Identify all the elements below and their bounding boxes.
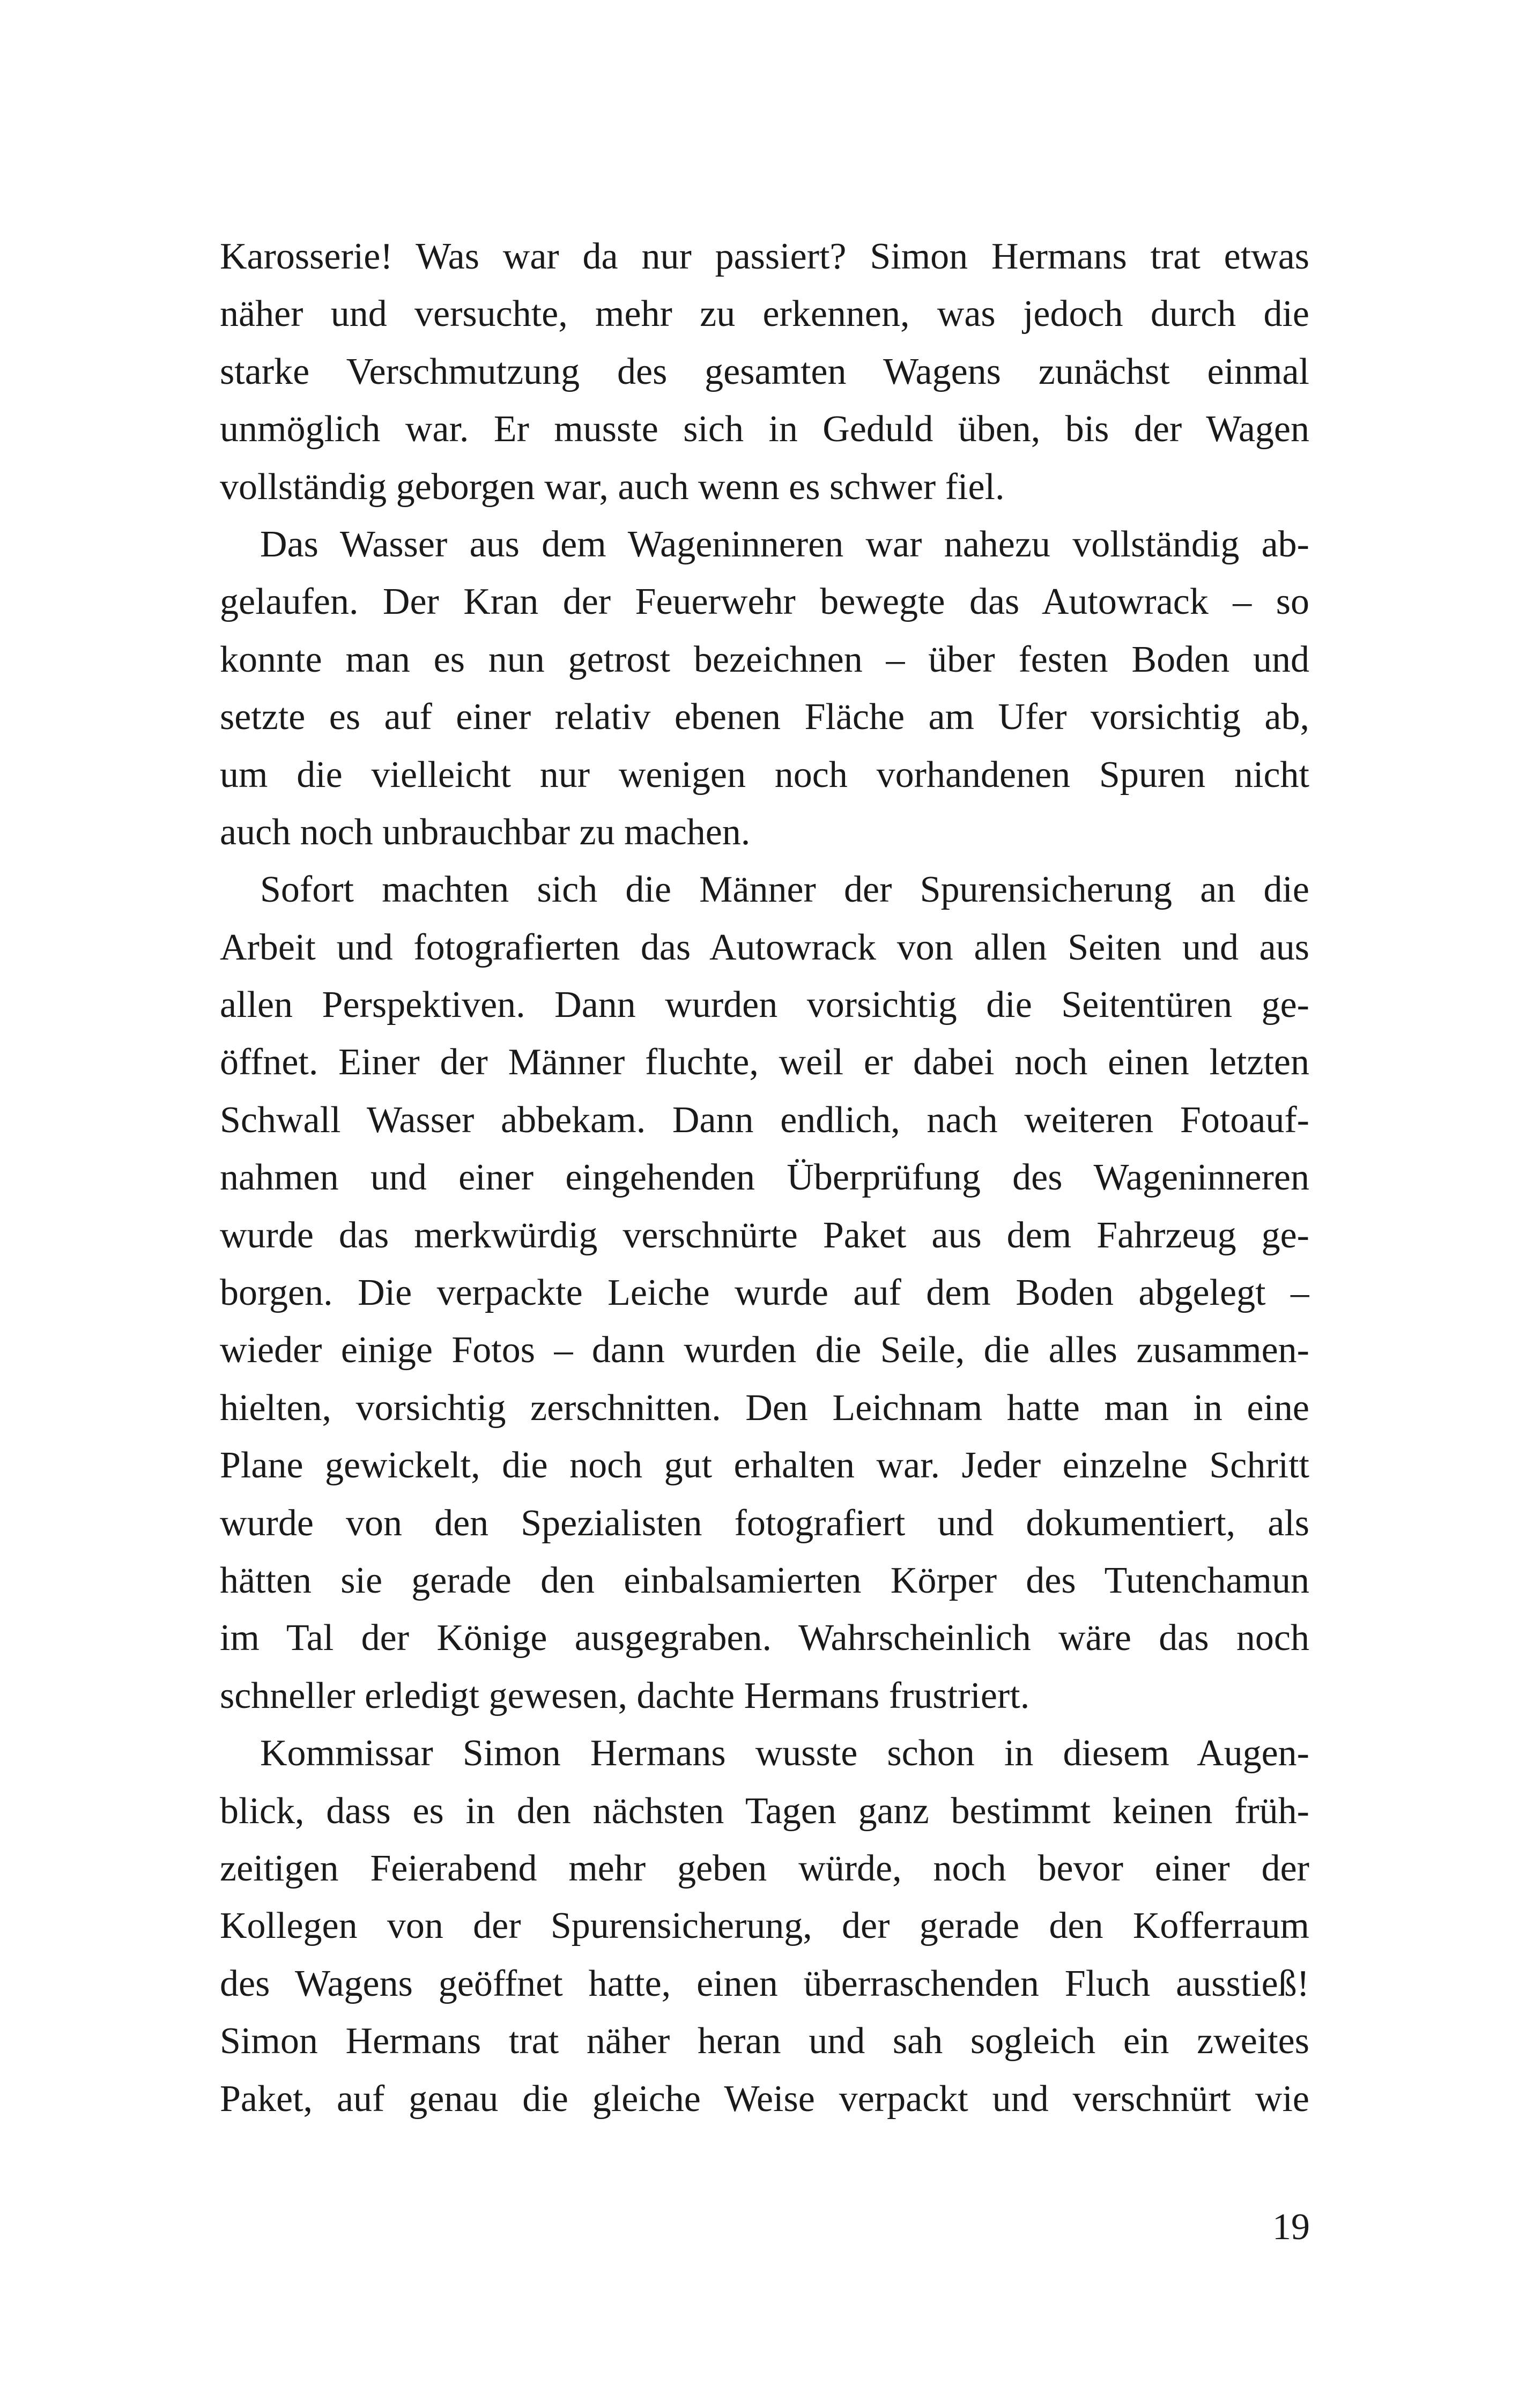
paragraph: [220, 516, 1309, 861]
text-line: im Tal der Könige ausgegraben. Wahrscheinlich wäre das noch: [220, 1617, 1309, 1659]
text-line: Simon Hermans trat näher heran und sah sogleich ein zweites: [220, 2020, 1309, 2062]
text-line: vollständig geborgen war, auch wenn es schwer fiel.: [220, 466, 1005, 508]
text-line: um die vielleicht nur wenigen noch vorhandenen Spuren nicht: [220, 754, 1309, 796]
text-line: näher und versuchte, mehr zu erkennen, was jedoch durch die: [220, 293, 1309, 335]
text-line: Schwall Wasser abbekam. Dann endlich, nach weiteren Fotoauf-: [220, 1099, 1309, 1141]
text-line: zeitigen Feierabend mehr geben würde, noch bevor einer der: [220, 1847, 1309, 1889]
text-line: auch noch unbrauchbar zu machen.: [220, 811, 751, 853]
text-line: Plane gewickelt, die noch gut erhalten war. Jeder einzelne Schritt: [220, 1445, 1309, 1487]
text-line: allen Perspektiven. Dann wurden vorsichtig die Seitentüren ge-: [220, 984, 1309, 1026]
text-line: Karosserie! Was war da nur passiert? Simon Hermans trat etwas: [220, 236, 1309, 277]
text-line: öffnet. Einer der Männer fluchte, weil er dabei noch einen letzten: [220, 1042, 1309, 1083]
text-line: Paket, auf genau die gleiche Weise verpackt und verschnürt wie: [220, 2078, 1309, 2120]
text-line: Arbeit und fotografierten das Autowrack von allen Seiten und aus: [220, 926, 1309, 968]
text-line: wurde das merkwürdig verschnürte Paket aus dem Fahrzeug ge-: [220, 1214, 1309, 1256]
text-line: setzte es auf einer relativ ebenen Fläche am Ufer vorsichtig ab,: [220, 696, 1309, 738]
text-line: Das Wasser aus dem Wageninneren war nahezu vollständig ab-: [260, 523, 1309, 565]
text-line: konnte man es nun getrost bezeichnen – über festen Boden und: [220, 638, 1309, 680]
text-line: unmöglich war. Er musste sich in Geduld üben, bis der Wagen: [220, 408, 1309, 450]
text-line: Kommissar Simon Hermans wusste schon in diesem Augen-: [260, 1733, 1309, 1774]
paragraph: [220, 228, 1309, 516]
text-line: borgen. Die verpackte Leiche wurde auf dem Boden abgelegt –: [220, 1272, 1309, 1314]
paragraph: [220, 861, 1309, 1725]
text-line: wieder einige Fotos – dann wurden die Seile, die alles zusammen-: [220, 1329, 1309, 1371]
text-line: des Wagens geöffnet hatte, einen überraschenden Fluch ausstieß!: [220, 1963, 1309, 2004]
text-line: schneller erledigt gewesen, dachte Hermans frustriert.: [220, 1675, 1030, 1716]
text-line: Sofort machten sich die Männer der Spurensicherung an die: [260, 869, 1309, 911]
text-line: gelaufen. Der Kran der Feuerwehr bewegte das Autowrack – so: [220, 581, 1309, 623]
text-line: hielten, vorsichtig zerschnitten. Den Leichnam hatte man in eine: [220, 1387, 1309, 1429]
text-line: Kollegen von der Spurensicherung, der gerade den Kofferraum: [220, 1905, 1309, 1947]
text-line: starke Verschmutzung des gesamten Wagens zunächst einmal: [220, 351, 1309, 392]
body-text: [220, 228, 1309, 2128]
text-line: nahmen und einer eingehenden Überprüfung des Wageninneren: [220, 1157, 1309, 1199]
page-number: 19: [1272, 2206, 1310, 2248]
paragraph: [220, 1725, 1309, 2128]
text-line: blick, dass es in den nächsten Tagen ganz bestimmt keinen früh-: [220, 1790, 1309, 1832]
text-line: hätten sie gerade den einbalsamierten Körper des Tutenchamun: [220, 1559, 1309, 1601]
text-line: wurde von den Spezialisten fotografiert und dokumentiert, als: [220, 1502, 1309, 1544]
